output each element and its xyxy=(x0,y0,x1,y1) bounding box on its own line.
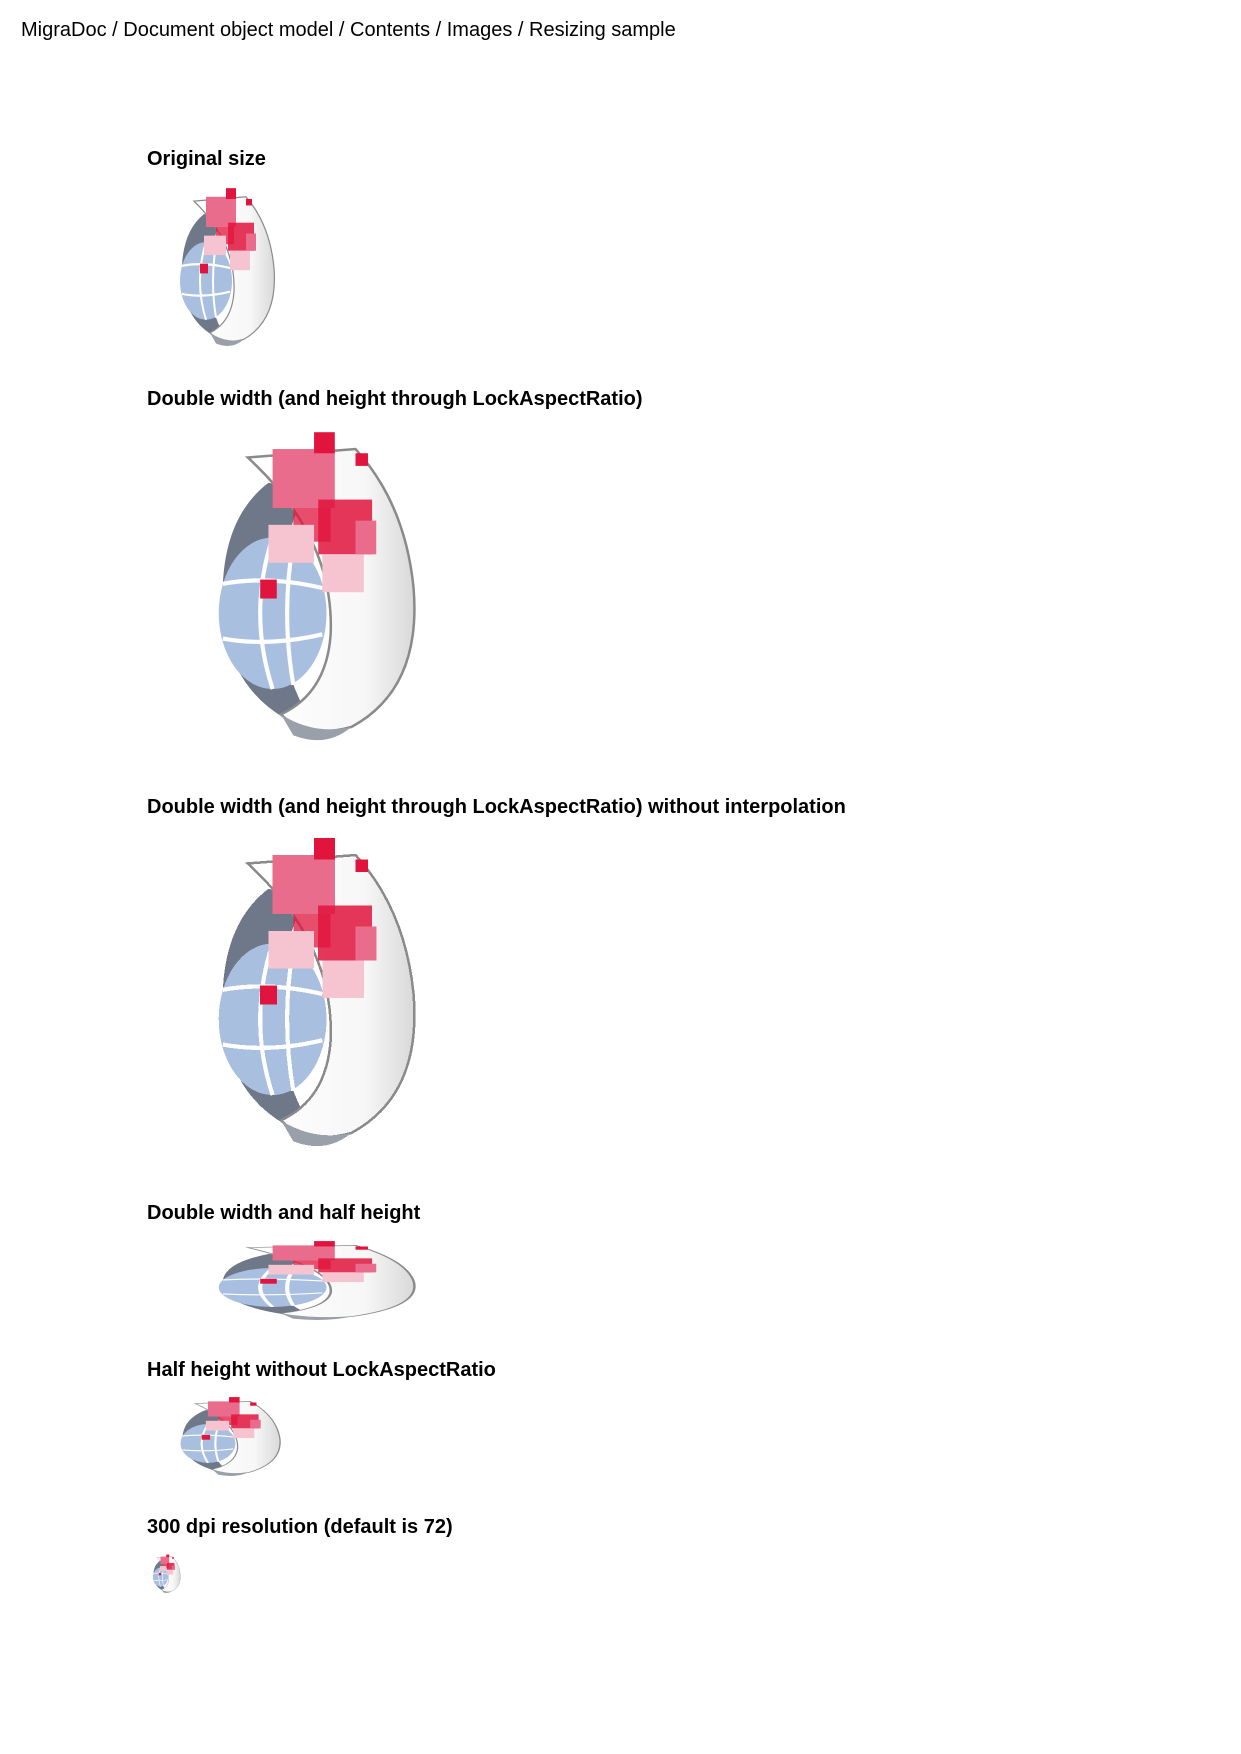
migradoc-document-globe-icon xyxy=(170,1396,286,1478)
migradoc-document-globe-icon xyxy=(198,428,426,748)
section-heading-original-size: Original size xyxy=(147,148,266,170)
migradoc-document-globe-icon xyxy=(150,1554,182,1594)
section-heading-double-width-half-height: Double width and half height xyxy=(147,1202,421,1224)
breadcrumb: MigraDoc / Document object model / Contents / Images / Resizing sample xyxy=(21,19,676,41)
migradoc-document-globe-icon xyxy=(198,834,426,1154)
migradoc-document-globe-icon xyxy=(198,1240,426,1322)
section-heading-half-height: Half height without LockAspectRatio xyxy=(147,1359,496,1381)
section-heading-double-width-no-interpolation: Double width (and height through LockAspectRatio) without interpolation xyxy=(147,796,846,818)
migradoc-document-globe-icon xyxy=(170,186,280,350)
section-heading-300-dpi: 300 dpi resolution (default is 72) xyxy=(147,1516,453,1538)
section-heading-double-width: Double width (and height through LockAspectRatio) xyxy=(147,388,643,410)
